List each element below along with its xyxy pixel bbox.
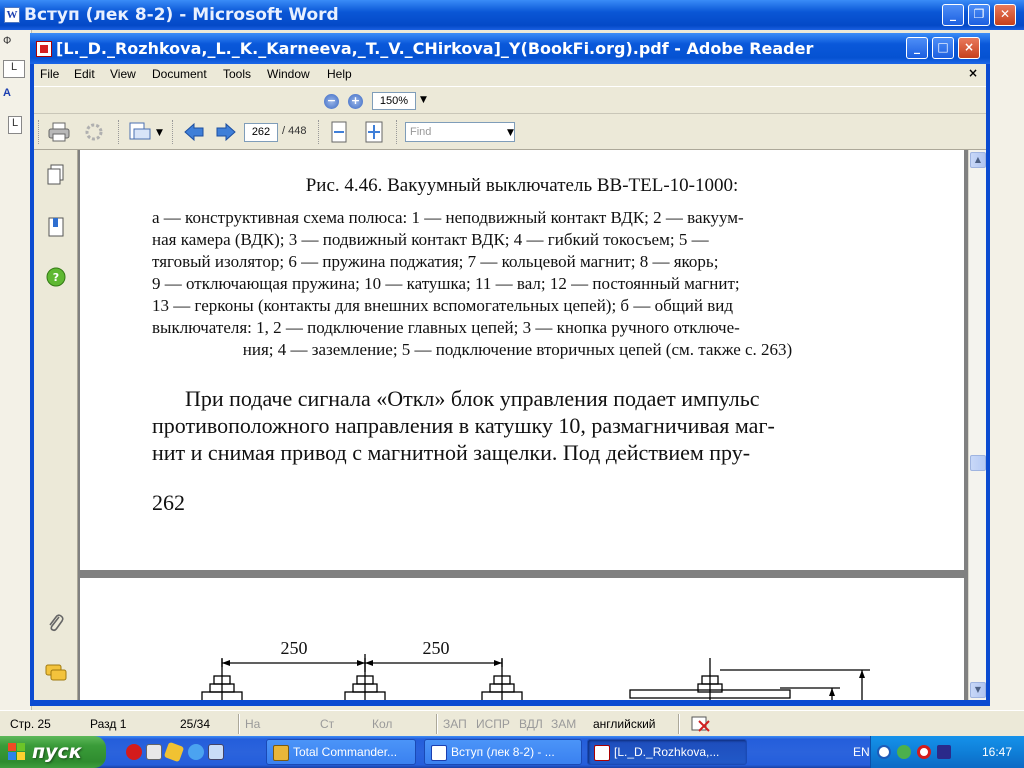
start-label: пуск (32, 741, 82, 763)
reader-close-button[interactable]: × (958, 37, 980, 59)
status-track-changes[interactable]: ИСПР (476, 717, 510, 731)
sign-icon[interactable] (128, 121, 152, 143)
page-total-label: / 448 (282, 125, 307, 137)
toolbar-grip-4[interactable] (318, 120, 321, 144)
body-text-line: При подаче сигнала «Откл» блок управления подает импульс (185, 386, 760, 411)
comments-panel-icon[interactable] (45, 662, 67, 684)
find-input[interactable]: Find (405, 122, 515, 142)
task-label: Вступ (лек 8-2) - ... (451, 745, 555, 759)
menu-help[interactable]: Help (327, 67, 352, 81)
document-icon[interactable] (146, 744, 162, 760)
document-close-icon[interactable]: × (967, 66, 978, 80)
internet-explorer-icon[interactable] (188, 744, 204, 760)
menu-view[interactable]: View (110, 67, 136, 81)
main-toolbar (34, 114, 986, 150)
figure-caption-title: Рис. 4.46. Вакуумный выключатель ВВ-TEL-10-1000: (305, 175, 739, 196)
fit-page-icon[interactable] (364, 121, 384, 143)
sign-dropdown-icon[interactable]: ▼ (156, 128, 163, 138)
word-font-glyph[interactable]: A (3, 87, 11, 99)
word-tab-selector[interactable]: L (8, 116, 22, 134)
dimension-label: 250 (280, 638, 308, 658)
dimension-label: 250 (422, 638, 450, 658)
language-indicator[interactable]: EN (853, 745, 870, 759)
toolbar-grip[interactable] (38, 120, 41, 144)
svg-text:?: ? (52, 271, 60, 284)
system-tray (853, 736, 1024, 768)
zoom-level-field[interactable]: 150% (372, 92, 416, 110)
word-right-edge (990, 30, 1024, 710)
status-overtype[interactable]: ЗАМ (551, 717, 577, 731)
status-section: Разд 1 (90, 717, 127, 731)
word-status-bar (0, 710, 1024, 736)
next-page-icon[interactable] (216, 123, 236, 141)
status-pages: 25/34 (180, 717, 211, 731)
reader-window (30, 33, 990, 706)
status-divider (436, 714, 438, 734)
word-page-glyph[interactable]: L (3, 60, 25, 78)
word-restore-button[interactable]: ❐ (968, 4, 990, 26)
previous-page-icon[interactable] (184, 123, 204, 141)
task-label: Total Commander... (293, 745, 398, 759)
page-number-input[interactable]: 262 (244, 123, 278, 142)
tray-back-icon[interactable] (877, 745, 891, 759)
help-panel-icon[interactable] (45, 266, 67, 288)
menu-edit[interactable]: Edit (74, 67, 95, 81)
word-style-glyph[interactable]: Ф (3, 35, 12, 47)
start-button[interactable] (0, 736, 106, 768)
zoom-in-icon[interactable]: + (348, 94, 363, 109)
status-language[interactable]: английский (593, 717, 656, 731)
status-column: Кол (372, 717, 393, 731)
menu-document[interactable]: Document (152, 67, 207, 81)
attachments-panel-icon[interactable] (45, 612, 67, 634)
pages-panel-icon[interactable] (45, 164, 67, 186)
status-divider (678, 714, 680, 734)
body-text-line: нит и снимая привод с магнитной защелки. Под действием пру- (152, 440, 751, 465)
caption-line: ная камера (ВДК); 3 — подвижный контакт ВДК; 4 — гибкий токосъем; 5 — (152, 230, 709, 249)
zoom-dropdown-icon[interactable]: ▼ (420, 95, 427, 105)
collaborate-icon[interactable] (84, 122, 104, 142)
caption-line: 13 — герконы (контакты для внешних вспомогательных цепей); б — общий вид (152, 296, 734, 315)
task-word-document[interactable] (424, 739, 582, 765)
body-text-line: противоположного направления в катушку 10, размагничивая маг- (152, 413, 775, 438)
pdf-page-262 (80, 150, 964, 570)
pdf-page-263 (80, 578, 964, 700)
print-icon[interactable] (48, 122, 70, 142)
reader-minimize-button[interactable]: _ (906, 37, 928, 59)
word-app-icon[interactable]: W (4, 7, 20, 23)
windows-logo-icon (8, 743, 26, 761)
pdf-doc-icon (594, 745, 610, 761)
windows-taskbar (0, 736, 1024, 768)
word-doc-icon (431, 745, 447, 761)
reader-title-bar[interactable] (30, 33, 990, 64)
scroll-down-icon[interactable]: ▼ (970, 682, 986, 698)
caption-line: ния; 4 — заземление; 5 — подключение вторичных цепей (см. также с. 263) (242, 340, 793, 359)
word-minimize-button[interactable]: _ (942, 4, 964, 26)
task-label: [L._D._Rozhkova,... (614, 745, 720, 759)
document-view[interactable] (78, 150, 968, 700)
status-page: Стр. 25 (10, 717, 51, 731)
page-number: 262 (152, 490, 185, 515)
caption-line: тяговый изолятор; 6 — пружина поджатия; 7 — кольцевой магнит; 8 — якорь; (152, 252, 719, 271)
reader-menu-bar (34, 64, 986, 86)
status-divider (238, 714, 240, 734)
zoom-out-icon[interactable]: − (324, 94, 339, 109)
status-extend[interactable]: ВДЛ (519, 717, 543, 731)
menu-window[interactable]: Window (267, 67, 310, 81)
scroll-thumb[interactable] (970, 455, 986, 471)
tools-icon[interactable] (164, 742, 185, 763)
tray-monitor-icon[interactable] (937, 745, 951, 759)
vertical-scrollbar[interactable] (968, 150, 986, 700)
opera-icon[interactable] (126, 744, 142, 760)
word-close-button[interactable]: ✕ (994, 4, 1016, 26)
navigation-panel (34, 150, 78, 700)
word-left-toolbar (0, 30, 32, 710)
word-title-bar[interactable] (0, 0, 1024, 30)
status-record[interactable]: ЗАП (443, 717, 467, 731)
toolbar-grip-3[interactable] (172, 120, 175, 144)
find-dropdown-icon[interactable]: ▼ (507, 128, 514, 138)
clock: 16:47 (981, 745, 1012, 759)
status-line: Ст (320, 717, 335, 731)
task-total-commander[interactable] (266, 739, 416, 765)
menu-file[interactable]: File (40, 67, 60, 81)
show-desktop-icon[interactable] (208, 744, 224, 760)
zoom-toolbar (34, 86, 986, 114)
task-adobe-reader[interactable] (587, 739, 747, 765)
bookmarks-panel-icon[interactable] (45, 216, 67, 238)
total-commander-icon (273, 745, 289, 761)
menu-tools[interactable]: Tools (223, 67, 252, 81)
scroll-up-icon[interactable]: ▲ (970, 152, 986, 168)
tray-opera-icon[interactable] (917, 745, 931, 759)
status-position: На (245, 717, 261, 731)
caption-line: выключателя: 1, 2 — подключение главных цепей; 3 — кнопка ручного отключе- (152, 318, 740, 337)
spelling-status-icon[interactable] (690, 715, 712, 733)
toolbar-grip-5[interactable] (396, 120, 399, 144)
caption-line: а — конструктивная схема полюса: 1 — неподвижный контакт ВДК; 2 — вакуум- (152, 208, 744, 227)
reader-window-title: [L._D._Rozhkova,_L._K._Karneeva,_T._V._CHirkova]_Y(BookFi.org).pdf - Adobe Reader (56, 39, 814, 58)
word-window-title: Вступ (лек 8-2) - Microsoft Word (24, 5, 339, 25)
pdf-app-icon[interactable] (36, 41, 52, 57)
tray-network-icon[interactable] (897, 745, 911, 759)
technical-drawing (80, 578, 964, 700)
fit-width-icon[interactable] (330, 121, 348, 143)
reader-maximize-button[interactable]: □ (932, 37, 954, 59)
toolbar-grip-2[interactable] (118, 120, 121, 144)
caption-line: 9 — отключающая пружина; 10 — катушка; 11 — вал; 12 — постоянный магнит; (152, 274, 740, 293)
